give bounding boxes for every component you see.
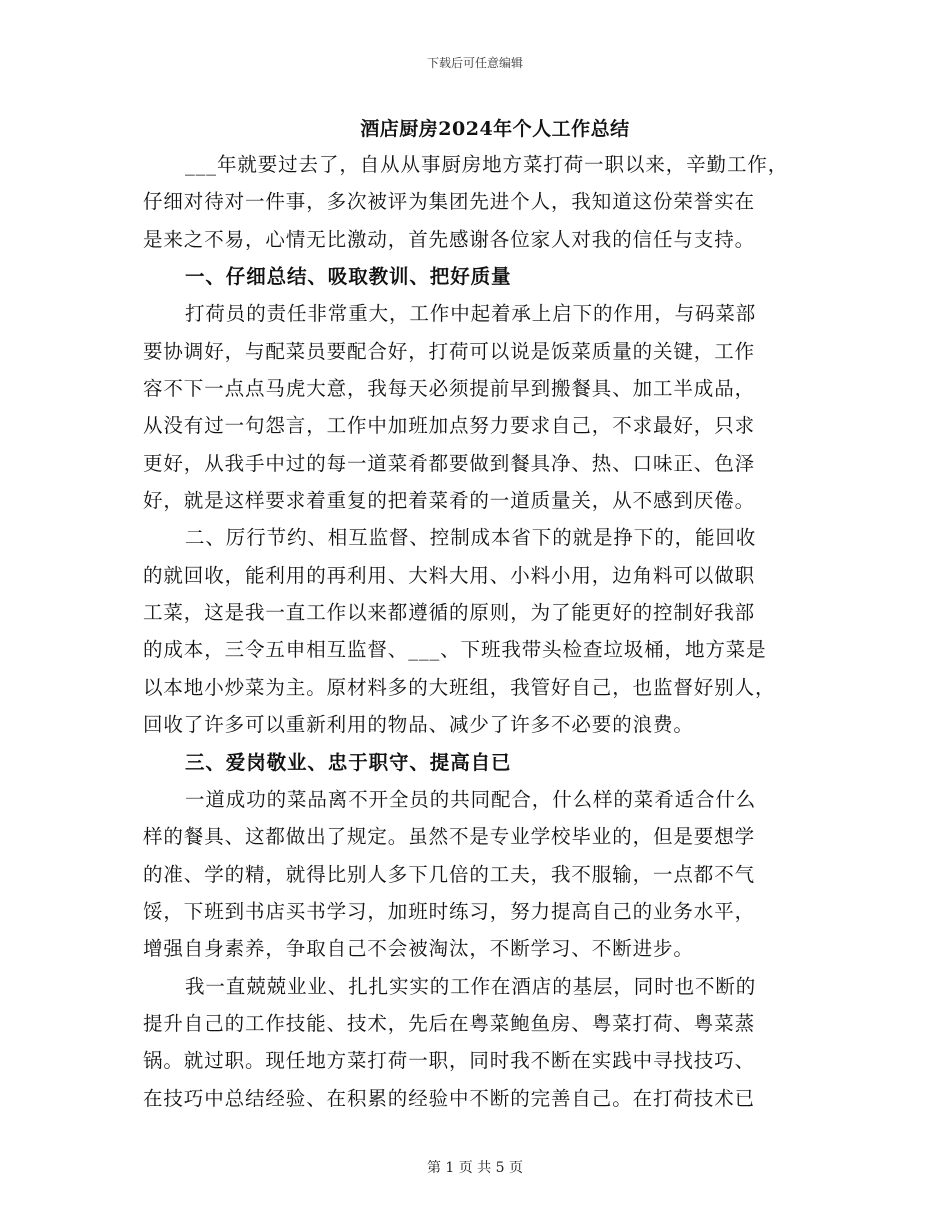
text-line: 更好，从我手中过的每一道菜肴都要做到餐具净、热、口味正、色泽: [143, 451, 756, 475]
text-line: 工菜，这是我一直工作以来都遵循的原则，为了能更好的控制好我部: [143, 601, 756, 625]
text-line: 样的餐具、这都做出了规定。虽然不是专业学校毕业的，但是要想学: [143, 825, 756, 849]
text-line: 要协调好，与配菜员要配合好，打荷可以说是饭菜质量的关键，工作: [143, 339, 756, 363]
text-line: 的成本，三令五申相互监督、___、下班我带头检查垃圾桶，地方菜是: [143, 638, 767, 662]
section-heading-2-line: 二、厉行节约、相互监督、控制成本省下的就是挣下的，能回收: [185, 526, 757, 550]
text-line: 的就回收，能利用的再利用、大料大用、小料小用，边角料可以做职: [143, 563, 756, 587]
text-line: 增强自身素养，争取自己不会被淘汰，不断学习、不断进步。: [143, 937, 694, 961]
text-line: 仔细对待对一件事，多次被评为集团先进个人，我知道这份荣誉实在: [143, 190, 756, 214]
text-line: 容不下一点点马虎大意，我每天必须提前早到搬餐具、加工半成品，: [143, 377, 756, 401]
text-line: 我一直兢兢业业、扎扎实实的工作在酒店的基层，同时也不断的: [185, 974, 757, 998]
text-line: 锅。就过职。现任地方菜打荷一职，同时我不断在实践中寻找技巧、: [143, 1049, 756, 1073]
section-heading-3: 三、爱岗敬业、忠于职守、提高自已: [185, 750, 512, 774]
page-number-footer: 第 1 页 共 5 页: [426, 1160, 524, 1176]
text-line: 打荷员的责任非常重大，工作中起着承上启下的作用，与码菜部: [185, 302, 757, 326]
text-line: 以本地小炒菜为主。原材料多的大班组，我管好自己，也监督好别人，: [143, 675, 776, 699]
document-body: [143, 146, 833, 1117]
text-line: 的准、学的精，就得比别人多下几倍的工夫，我不服输，一点都不气: [143, 862, 756, 886]
text-line: 馁，下班到书店买书学习，加班时练习，努力提高自己的业务水平，: [143, 899, 756, 923]
text-line: 好，就是这样要求着重复的把着菜肴的一道质量关，从不感到厌倦。: [143, 489, 756, 513]
text-line: 提升自己的工作技能、技术，先后在粤菜鲍鱼房、粤菜打荷、粤菜蒸: [143, 1011, 756, 1035]
header-note: 下载后可任意编辑: [426, 56, 523, 70]
document-title: 酒店厨房2024年个人工作总结: [360, 118, 630, 140]
text-line: ___年就要过去了，自从从事厨房地方菜打荷一职以来，辛勤工作，: [185, 153, 789, 176]
section-heading-1: 一、仔细总结、吸取教训、把好质量: [185, 265, 512, 289]
text-line: 在技巧中总结经验、在积累的经验中不断的完善自己。在打荷技术已: [143, 1086, 756, 1110]
text-line: 回收了许多可以重新利用的物品、减少了许多不必要的浪费。: [143, 713, 694, 737]
text-line: 从没有过一句怨言，工作中加班加点努力要求自己，不求最好，只求: [143, 414, 756, 438]
text-line: 一道成功的菜品离不开全员的共同配合，什么样的菜肴适合什么: [185, 787, 757, 811]
text-line: 是来之不易，心情无比激动，首先感谢各位家人对我的信任与支持。: [143, 227, 756, 251]
